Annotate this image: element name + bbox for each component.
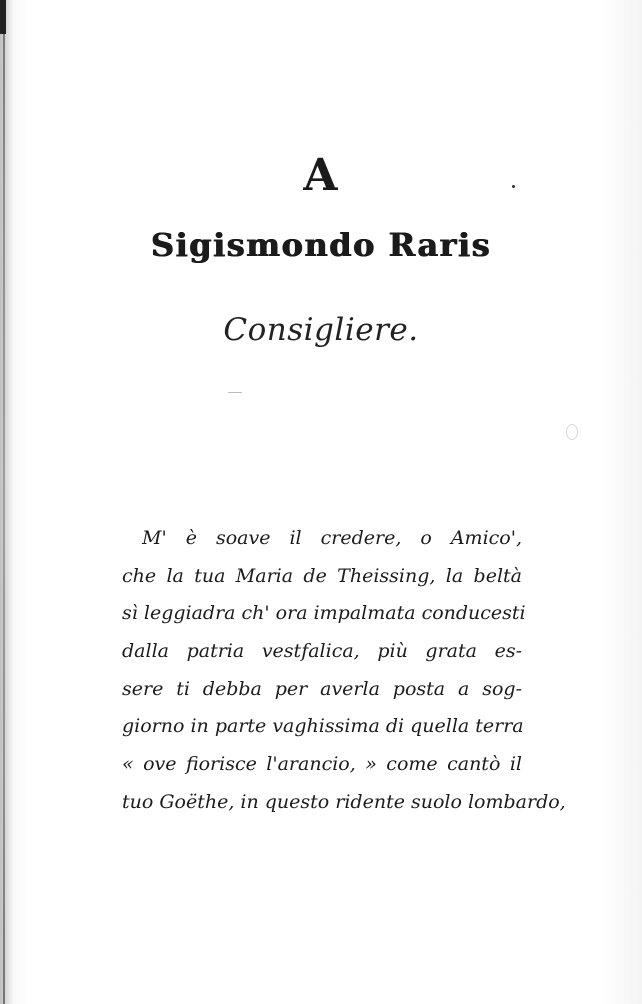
text-line: sere ti debba per averla posta a sog- xyxy=(122,677,522,700)
text-line: dalla patria vestfalica, più grata es- xyxy=(122,640,522,663)
corner-mark xyxy=(0,0,6,34)
dedicatee-title: Consigliere. xyxy=(223,312,419,348)
text-line: sì leggiadra ch' ora impalmata conducesti xyxy=(122,602,526,625)
faint-stroke xyxy=(228,392,242,393)
dedication-to: A xyxy=(303,150,339,201)
paper-blemish xyxy=(566,424,578,440)
dedicatee-name: Sigismondo Raris xyxy=(150,226,492,264)
text-line: tuo Goëthe, in questo ridente suolo lombardo, xyxy=(122,790,566,813)
body-paragraph xyxy=(122,520,566,822)
text-line: che la tua Maria de Theissing, la beltà xyxy=(122,564,522,587)
text-line: « ove fiorisce l'arancio, » come cantò il xyxy=(122,753,522,776)
text-line: giorno in parte vaghissima di quella terra xyxy=(122,715,524,738)
text-line: M' è soave il credere, o Amico', xyxy=(142,527,522,549)
